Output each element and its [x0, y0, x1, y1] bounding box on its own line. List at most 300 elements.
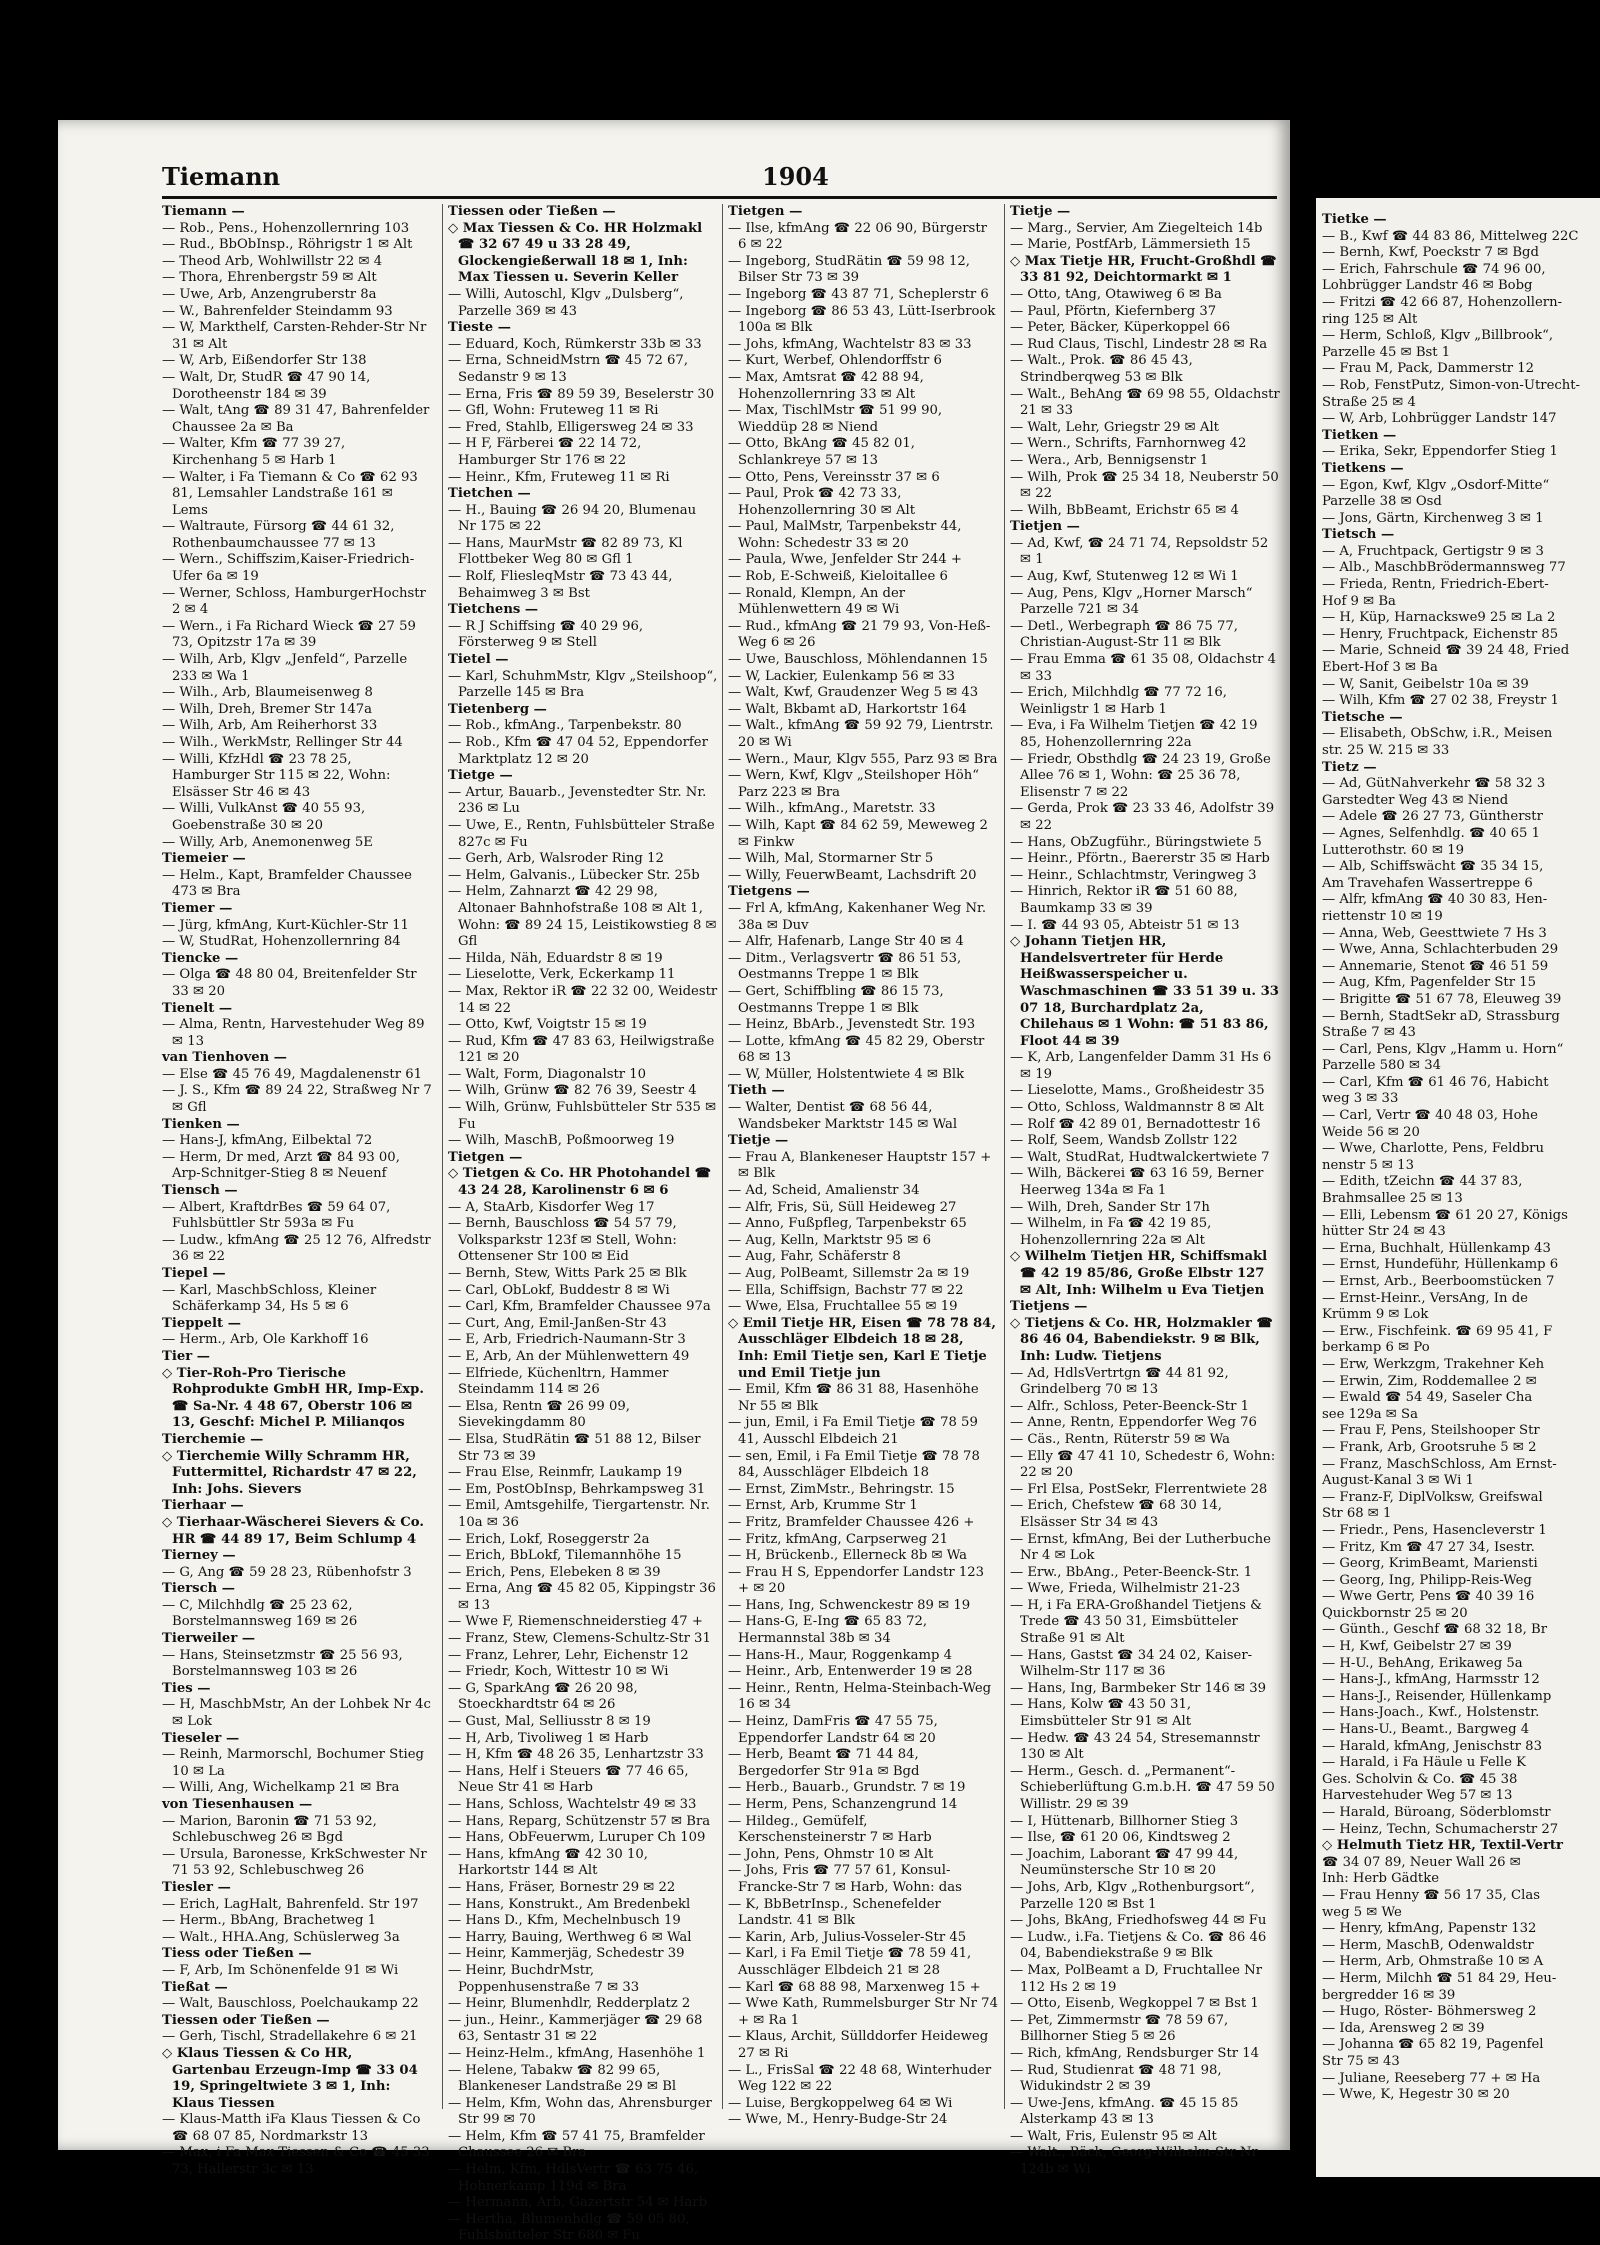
directory-entry: — Emil, Amtsgehilfe, Tiergartenstr. Nr. 10a ✉ 36: [448, 1498, 710, 1530]
directory-entry: Lohbrügger Landstr 46 ✉ Bobg: [1322, 278, 1533, 294]
directory-entry: — Erw., Fischfeink. ☎ 69 95 41, F: [1322, 1323, 1553, 1339]
directory-entry: — Paula, Wwe, Jenfelder Str 244 +: [728, 552, 962, 568]
surname-heading: Tiemer —: [162, 900, 233, 916]
directory-entry: str. 25 W. 215 ✉ 33: [1322, 743, 1450, 758]
directory-entry: — Anna, Web, Geesttwiete 7 Hs 3: [1322, 925, 1547, 941]
directory-entry: — W, Lackier, Eulenkamp 56 ✉ 33: [728, 668, 955, 684]
directory-entry: — Rud Claus, Tischl, Lindestr 28 ✉ Ra: [1010, 336, 1268, 352]
directory-entry: ring 125 ✉ Alt: [1322, 311, 1418, 327]
directory-entry: — Hans, Ing, Schwenckestr 89 ✉ 19: [728, 1597, 971, 1613]
directory-entry: — Ilse, kfmAng ☎ 22 06 90, Bürgerstr 6 ✉ 22: [728, 220, 987, 253]
directory-entry: — Otto, Eisenb, Wegkoppel 7 ✉ Bst 1: [1010, 1996, 1259, 2012]
directory-entry: — Cäs., Rentn, Rüterstr 59 ✉ Wa: [1010, 1431, 1230, 1447]
directory-entry: — Juliane, Reeseberg 77 + ✉ Ha: [1322, 2070, 1541, 2086]
firm-entry: ◇ Tietgen & Co. HR Photohandel ☎ 43 24 28, Karolinenstr 6 ✉ 6: [448, 1166, 712, 1199]
directory-entry: — Ernst, ZimMstr., Behringstr. 15: [728, 1481, 955, 1497]
directory-entry: — Rud, Studienrat ☎ 48 71 98, Widukindstr 2 ✉ 39: [1010, 2062, 1222, 2095]
directory-entry: Garstedter Weg 43 ✉ Niend: [1322, 792, 1509, 808]
directory-entry: — Rolf ☎ 42 89 01, Bernadottestr 16: [1010, 1116, 1261, 1132]
firm-entry: ◇ Max Tietje HR, Frucht-Großhdl ☎ 33 81 92, Deichtormarkt ✉ 1: [1010, 253, 1277, 286]
directory-entry: — Hans, Konstrukt., Am Bredenbekl: [448, 1896, 691, 1912]
directory-entry: — Rolf, FliesleqMstr ☎ 73 43 44, Behaimweg 3 ✉ Bst: [448, 569, 673, 601]
directory-page: [58, 120, 1290, 2244]
directory-entry: — Walt, Lehr, Griegstr 29 ✉ Alt: [1010, 419, 1219, 435]
surname-heading: Tiess oder Tießen —: [162, 1946, 312, 1962]
directory-entry: — Lieselotte, Verk, Eckerkamp 11: [448, 967, 676, 983]
surname-heading: Tietel —: [448, 652, 509, 668]
surname-heading: Tierney —: [162, 1548, 236, 1564]
directory-entry: — Erich, LagHalt, Bahrenfeld. Str 197: [162, 1896, 419, 1912]
directory-entry: — Erna, Buchhalt, Hüllenkamp 43: [1322, 1240, 1551, 1256]
directory-entry: — Helm, Galvanis., Lübecker Str. 25b: [448, 867, 700, 883]
directory-entry: — Erich, Pens, Elebeken 8 ✉ 39: [448, 1564, 661, 1580]
directory-entry: — Otto, Kwf, Voigtstr 15 ✉ 19: [448, 1017, 647, 1033]
directory-entry: — jun, Emil, i Fa Emil Tietje ☎ 78 59 41, Ausschl Elbdeich 21: [728, 1415, 978, 1447]
directory-entry: — K, BbBetrInsp., Schenefelder Landstr. 41 ✉ Blk: [728, 1896, 941, 1929]
directory-entry: — W, Sanit, Geibelstr 10a ✉ 39: [1322, 676, 1529, 692]
directory-entry: — Hans, Fräser, Bornestr 29 ✉ 22: [448, 1879, 676, 1895]
directory-entry: — F, Arb, Im Schönenfelde 91 ✉ Wi: [162, 1962, 399, 1978]
directory-entry: — Walt, Dr, StudR ☎ 47 90 14, Dorotheenstr 184 ✉ 39: [162, 369, 371, 402]
directory-entry: — Wera., Arb, Bennigsenstr 1: [1010, 452, 1209, 468]
directory-entry: — Wilh, Mal, Stormarner Str 5: [728, 851, 934, 867]
directory-entry: — Wwe, K, Hegestr 30 ✉ 20: [1322, 2087, 1510, 2103]
directory-entry: — Walt, Bkbamt aD, Harkortstr 164: [728, 701, 967, 717]
directory-entry: — Walt, Kwf, Graudenzer Weg 5 ✉ 43: [728, 685, 979, 701]
directory-entry: — Herm, Arb, Ohmstraße 10 ✉ A: [1322, 1954, 1544, 1970]
directory-entry: — Heinr., Kfm, Fruteweg 11 ✉ Ri: [448, 469, 670, 485]
directory-entry: — Alfr, Hafenarb, Lange Str 40 ✉ 4: [728, 934, 964, 950]
directory-entry: — Artur, Bauarb., Jevenstedter Str. Nr. 236 ✉ Lu: [448, 784, 707, 817]
directory-entry: — Lieselotte, Mams., Großheidestr 35: [1010, 1083, 1265, 1099]
directory-entry: August-Kanal 3 ✉ Wi 1: [1322, 1473, 1474, 1489]
directory-entry: — Wwe, Charlotte, Pens, Feldbru: [1322, 1141, 1544, 1157]
firm-entry: ◇ Tietjens & Co. HR, Holzmakler ☎ 86 46 04, Babendiekstr. 9 ✉ Blk, Inh: Ludw. Tietjens: [1010, 1315, 1273, 1364]
directory-entry: — Max, Rektor iR ☎ 22 32 00, Weidestr 14 ✉ 22: [448, 983, 718, 1016]
surname-heading: Tiemann —: [162, 204, 245, 219]
directory-entry: — Walt, Fris, Eulenstr 95 ✉ Alt: [1010, 2128, 1217, 2144]
directory-entry: — Wern., Schiffszim,Kaiser-Friedrich-Ufer 6a ✉ 19: [162, 552, 415, 585]
directory-entry: — Hans-G, E-Ing ☎ 65 83 72, Hermannstal 38b ✉ 34: [728, 1614, 928, 1647]
directory-entry: — Aug, Fahr, Schäferstr 8: [728, 1249, 901, 1265]
directory-entry: — Wilh, Grünw ☎ 82 76 39, Seestr 4: [448, 1083, 697, 1099]
directory-entry: — Gfl, Wohn: Fruteweg 11 ✉ Ri: [448, 403, 659, 419]
directory-entry: — Klaus-Matth iFa Klaus Tiessen & Co ☎ 68 07 85, Nordmarkstr 13: [162, 2112, 421, 2144]
directory-entry: — Carl, Vertr ☎ 40 48 03, Hohe: [1322, 1108, 1538, 1124]
directory-entry: — Wilhelm, in Fa ☎ 42 19 85, Hohenzollernring 22a ✉ Alt: [1010, 1216, 1212, 1248]
directory-entry: — Wwe, Elsa, Fruchtallee 55 ✉ 19: [728, 1299, 958, 1315]
directory-entry: — Ad, GütNahverkehr ☎ 58 32 3: [1322, 776, 1546, 792]
directory-entry: — Herb., Bauarb., Grundstr. 7 ✉ 19: [728, 1780, 966, 1796]
directory-entry: — Harald, Büroang, Söderblomstr: [1322, 1805, 1551, 1820]
surname-heading: Tienelt —: [162, 1000, 233, 1016]
directory-entry: — Egon, Kwf, Klgv „Osdorf-Mitte“: [1322, 477, 1550, 493]
directory-entry: — Theod Arb, Wohlwillstr 22 ✉ 4: [162, 253, 383, 269]
firm-entry: ◇ Johann Tietjen HR, Handelsvertreter für Herde Heißwasserspeicher u. Waschmaschinen ☎ 33 51 39 u. 33 07 18, Burchardplatz 2a, Chilehaus ✉ 1 Wohn: ☎ 51 83 86, Floot 44 ✉ 39: [1010, 934, 1279, 1049]
directory-entry: — Peter, Bäcker, Küperkoppel 66: [1010, 320, 1231, 336]
firm-entry: ◇ Emil Tietje HR, Eisen ☎ 78 78 84, Ausschläger Elbdeich 18 ✉ 28, Inh: Emil Tietje sen, Karl E Tietje und Emil Tietje jun: [728, 1315, 996, 1381]
directory-entry: — Johanna ☎ 65 82 19, Pagenfel: [1322, 2037, 1544, 2053]
directory-entry: — Rich, kfmAng, Rendsburger Str 14: [1010, 2045, 1260, 2061]
column-2: [448, 204, 718, 2244]
directory-entry: — Ingeborg ☎ 43 87 71, Scheplerstr 6: [728, 286, 989, 302]
surname-heading: Tietz —: [1322, 759, 1377, 775]
directory-entry: — Reinh, Marmorschl, Bochumer Stieg 10 ✉ La: [162, 1747, 424, 1779]
surname-heading: Tiessen oder Tießen —: [448, 204, 616, 219]
directory-entry: Straße 7 ✉ 43: [1322, 1025, 1416, 1041]
directory-entry: nenstr 5 ✉ 13: [1322, 1157, 1414, 1173]
directory-entry: — Uwe, E., Rentn, Fuhlsbütteler Straße 827c ✉ Fu: [448, 817, 715, 850]
directory-entry: hütter Str 24 ✉ 43: [1322, 1224, 1446, 1240]
directory-entry: — Frau Henny ☎ 56 17 35, Clas: [1322, 1887, 1540, 1903]
directory-entry: — Uwe-Jens, kfmAng. ☎ 45 15 85 Alsterkamp 43 ✉ 13: [1010, 2095, 1239, 2128]
directory-entry: — Helm., Kapt, Bramfelder Chaussee 473 ✉ Bra: [162, 867, 412, 900]
column-divider: [1004, 204, 1005, 2109]
directory-entry: — Annemarie, Stenot ☎ 46 51 59: [1322, 958, 1549, 974]
directory-entry: — Franz-F, DiplVolksw, Greifswal: [1322, 1489, 1543, 1505]
surname-heading: Tiesler —: [162, 1879, 231, 1895]
directory-entry: — R J Schiffsing ☎ 40 29 96, Försterweg 9 ✉ Stell: [448, 618, 644, 651]
directory-entry: — Albert, KraftdrBes ☎ 59 64 07, Fuhlsbüttler Str 593a ✉ Fu: [162, 1199, 391, 1232]
surname-heading: Tietenberg —: [448, 701, 547, 717]
directory-entry: — Wilh, Dreh, Bremer Str 147a: [162, 701, 373, 717]
column-divider: [442, 204, 443, 2109]
directory-entry: — Alma, Rentn, Harvestehuder Weg 89 ✉ 13: [162, 1017, 425, 1049]
directory-entry: — Gerh, Arb, Walsroder Ring 12: [448, 851, 664, 867]
directory-entry: — Harry, Bauing, Werthweg 6 ✉ Wal: [448, 1929, 692, 1945]
directory-entry: — Hermann, Arb, Gazertstr 54 ✉ Harb: [448, 2195, 708, 2211]
directory-entry: ☎ 34 07 89, Neuer Wall 26 ✉: [1322, 1854, 1521, 1870]
surname-heading: Tier —: [162, 1348, 210, 1364]
directory-entry: — Brigitte ☎ 51 67 78, Eleuweg 39: [1322, 991, 1562, 1007]
directory-entry: Lutterothstr. 60 ✉ 19: [1322, 842, 1464, 858]
directory-entry: — Detl., Werbegraph ☎ 86 75 77, Christian-August-Str 11 ✉ Blk: [1010, 618, 1238, 651]
directory-entry: — Fritz, Bramfelder Chaussee 426 +: [728, 1514, 975, 1530]
surname-heading: van Tienhoven —: [162, 1050, 287, 1066]
directory-entry: — H, Kfm ☎ 48 26 35, Lenhartzstr 33: [448, 1747, 704, 1763]
firm-entry: ◇ Wilhelm Tietjen HR, Schiffsmakl ☎ 42 19 85/86, Große Elbstr 127 ✉ Alt, Inh: Wilhelm u Eva Tietjen: [1010, 1249, 1268, 1298]
directory-entry: bergredder 16 ✉ 39: [1322, 1987, 1456, 2003]
surname-heading: Tierweiler —: [162, 1631, 256, 1647]
directory-entry: — Paul, Pförtn, Kiefernberg 37: [1010, 303, 1217, 319]
surname-heading: Tießat —: [162, 1979, 228, 1995]
directory-entry: — Hildeg., Gemüfelf, Kerschensteinerstr 7 ✉ Harb: [728, 1813, 932, 1846]
directory-entry: — Johs, kfmAng, Wachtelstr 83 ✉ 33: [728, 336, 972, 352]
directory-entry: — Walter, i Fa Tiemann & Co ☎ 62 93 81, Lemsahler Landstraße 161 ✉ Lems: [162, 469, 418, 518]
directory-entry: — Frau Else, Reinmfr, Laukamp 19: [448, 1465, 683, 1481]
surname-heading: Tiessen oder Tießen —: [162, 2012, 330, 2028]
directory-entry: — Herm, Schloß, Klgv „Billbrook“,: [1322, 328, 1554, 344]
surname-heading: Tiensch —: [162, 1183, 238, 1199]
column-3: [728, 204, 998, 2128]
directory-entry: — Herb, Beamt ☎ 71 44 84, Bergedorfer Str 91a ✉ Bgd: [728, 1747, 920, 1779]
directory-entry: — W, Arb, Eißendorfer Str 138: [162, 353, 367, 369]
directory-entry: — Hans, Kolw ☎ 43 50 31, Eimsbütteler Str 91 ✉ Alt: [1010, 1697, 1192, 1730]
directory-entry: — Otto, Schloss, Waldmannstr 8 ✉ Alt: [1010, 1100, 1264, 1116]
directory-entry: — Elsa, Rentn ☎ 26 99 09, Sievekingdamm 80: [448, 1398, 630, 1431]
directory-entry: — Klaus, Archit, Süllddorfer Heideweg 27 ✉ Ri: [728, 2029, 989, 2061]
directory-entry: — Bernh, Stew, Witts Park 25 ✉ Blk: [448, 1266, 687, 1281]
directory-entry: — Hilda, Näh, Eduardstr 8 ✉ 19: [448, 950, 663, 966]
directory-entry: weg 3 ✉ 33: [1322, 1091, 1399, 1107]
directory-entry: — Heinr, Blumenhdlr, Redderplatz 2: [448, 1996, 691, 2012]
surname-heading: Tietke —: [1322, 212, 1387, 227]
directory-entry: — Elisabeth, ObSchw, i.R., Meisen: [1322, 726, 1553, 742]
directory-entry: — Ad, Scheid, Amalienstr 34: [728, 1183, 920, 1199]
directory-entry: — Johs, Arb, Klgv „Rothenburgsort“, Parzelle 120 ✉ Bst 1: [1010, 1879, 1255, 1912]
directory-entry: — Herm, Milchh ☎ 51 84 29, Heu-: [1322, 1970, 1557, 1986]
directory-entry: Parzelle 580 ✉ 34: [1322, 1058, 1442, 1074]
surname-heading: Tietgen —: [728, 204, 803, 219]
directory-entry: — Herm., Arb, Ole Karkhoff 16: [162, 1332, 369, 1348]
directory-entry: — Franz, MaschSchloss, Am Ernst-: [1322, 1456, 1557, 1472]
directory-entry: — Lotte, kfmAng ☎ 45 82 29, Oberstr 68 ✉ 13: [728, 1033, 985, 1066]
directory-entry: — Frau F, Pens, Steilshooper Str: [1322, 1423, 1540, 1439]
directory-entry: — A, StaArb, Kisdorfer Weg 17: [448, 1199, 655, 1215]
directory-entry: — Wwe, M., Henry-Budge-Str 24: [728, 2112, 948, 2128]
directory-entry: — Carl, ObLokf, Buddestr 8 ✉ Wi: [448, 1282, 670, 1298]
directory-entry: — Erna, Fris ☎ 89 59 39, Beselerstr 30: [448, 386, 715, 402]
directory-entry: — Günth., Geschf ☎ 68 32 18, Br: [1322, 1622, 1548, 1638]
directory-entry: — Karin, Arb, Julius-Vosseler-Str 45: [728, 1929, 967, 1945]
directory-entry: Straße 25 ✉ 4: [1322, 394, 1416, 410]
directory-entry: — Erich, Chefstew ☎ 68 30 14, Elsässer Str 34 ✉ 43: [1010, 1498, 1222, 1530]
directory-entry: — Erna, Ang ☎ 45 82 05, Kippingstr 36 ✉ 13: [448, 1581, 716, 1613]
directory-entry: — Walt., Bäck, Georg-Wilhelm-Str Nr 124b ✉ Wi: [1010, 2145, 1258, 2178]
directory-entry: — Paul, Prok ☎ 42 73 33, Hohenzollernring 30 ✉ Alt: [728, 486, 916, 518]
surname-heading: Tiemeier —: [162, 851, 246, 867]
directory-entry: — Karl ☎ 68 88 98, Marxenweg 15 +: [728, 1979, 981, 1995]
directory-entry: — H, Arb, Tivoliweg 1 ✉ Harb: [448, 1730, 649, 1746]
directory-entry: — Wern., Schrifts, Farnhornweg 42: [1010, 436, 1247, 452]
directory-entry: — Ludw., kfmAng ☎ 25 12 76, Alfredstr 36 ✉ 22: [162, 1232, 431, 1265]
directory-entry: — Fritz, Km ☎ 47 27 34, Isestr.: [1322, 1539, 1535, 1555]
directory-entry: — Eva, i Fa Wilhelm Tietjen ☎ 42 19 85, Hohenzollernring 22a: [1010, 718, 1258, 750]
directory-entry: Harvestehuder Weg 57 ✉ 13: [1322, 1788, 1513, 1804]
directory-entry: — H, MaschbMstr, An der Lohbek Nr 4c ✉ Lok: [162, 1697, 431, 1730]
surname-heading: Tietje —: [728, 1133, 789, 1149]
directory-entry: — Wilh, Bäckerei ☎ 63 16 59, Berner Heerweg 134a ✉ Fa 1: [1010, 1166, 1264, 1199]
directory-entry: — H, i Fa ERA-Großhandel Tietjens & Trede ☎ 43 50 31, Eimsbütteler Straße 91 ✉ Alt: [1010, 1597, 1262, 1647]
directory-entry: — Wwe, Anna, Schlachterbuden 29: [1322, 942, 1559, 958]
directory-entry: — Karl, SchuhmMstr, Klgv „Steilshoop“, Parzelle 145 ✉ Bra: [448, 668, 718, 701]
directory-entry: — Em, PostObInsp, Behrkampsweg 31: [448, 1481, 706, 1497]
directory-entry: — Edith, tZeichn ☎ 44 37 83,: [1322, 1174, 1523, 1190]
directory-entry: — Rud, Kfm ☎ 47 83 63, Heilwigstraße 121 ✉ 20: [448, 1033, 715, 1066]
directory-entry: — Hans, Ing, Barmbeker Str 146 ✉ 39: [1010, 1680, 1267, 1696]
directory-entry: — Hans, ObZugführ., Büringstwiete 5: [1010, 834, 1262, 850]
directory-entry: — John, Pens, Ohmstr 10 ✉ Alt: [728, 1846, 934, 1862]
directory-entry: Ebert-Hof 3 ✉ Ba: [1322, 660, 1438, 676]
directory-entry: — Heinz-Helm., kfmAng, Hasenhöhe 1: [448, 2045, 706, 2061]
directory-entry: — W, StudRat, Hohenzollernring 84: [162, 934, 401, 950]
firm-entry: ◇ Helmuth Tietz HR, Textil-Vertr: [1322, 1838, 1563, 1854]
directory-entry: — Frieda, Rentn, Friedrich-Ebert-: [1322, 577, 1549, 593]
directory-entry: — J. S., Kfm ☎ 89 24 22, Straßweg Nr 7 ✉ Gfl: [162, 1083, 432, 1116]
directory-entry: — Rud., kfmAng ☎ 21 79 93, Von-Heß-Weg 6 ✉ 26: [728, 618, 991, 651]
directory-entry: — Aug, PolBeamt, Sillemstr 2a ✉ 19: [728, 1266, 970, 1281]
surname-heading: Tietsche —: [1322, 709, 1403, 725]
directory-entry: — Kurt, Werbef, Ohlendorffstr 6: [728, 353, 942, 369]
directory-entry: — jun., Heinr., Kammerjäger ☎ 29 68 63, Sentastr 31 ✉ 22: [448, 2012, 703, 2045]
directory-entry: — Willy, Arb, Anemonenweg 5E: [162, 834, 373, 850]
directory-entry: — Ronald, Klempn, An der Mühlenwettern 49 ✉ Wi: [728, 585, 906, 618]
directory-entry: — I, Hüttenarb, Billhorner Stieg 3: [1010, 1813, 1239, 1829]
directory-entry: — Frl Elsa, PostSekr, Flerrentwiete 28: [1010, 1481, 1268, 1497]
directory-entry: — Willi, KfzHdl ☎ 23 78 25, Hamburger Str 115 ✉ 22, Wohn: Elsässer Str 46 ✉ 43: [162, 751, 391, 800]
surname-heading: Tierchemie —: [162, 1431, 264, 1447]
directory-entry: — Walt., HHA.Ang, Schüslerweg 3a: [162, 1929, 400, 1945]
surname-heading: Tierhaar —: [162, 1498, 244, 1514]
directory-entry: — Bernh, Kwf, Poeckstr 7 ✉ Bgd: [1322, 245, 1539, 261]
directory-entry: — Herm, MaschB, Odenwaldstr: [1322, 1937, 1534, 1953]
directory-entry: — Herm., BbAng, Brachetweg 1: [162, 1913, 377, 1929]
directory-entry: — Fred, Stahlb, Elligersweg 24 ✉ 33: [448, 419, 694, 435]
surname-heading: Tietjens —: [1010, 1299, 1088, 1315]
surname-heading: Tietge —: [448, 768, 513, 784]
directory-entry: — Bernh, Bauschloss ☎ 54 57 79, Volksparkstr 123f ✉ Stell, Wohn: Ottensener Str 100 ✉ Eid: [448, 1216, 677, 1265]
directory-entry: — Harald, i Fa Häule u Felle K: [1322, 1755, 1526, 1771]
directory-entry: — Ernst, Hundeführ, Hüllenkamp 6: [1322, 1257, 1559, 1273]
directory-entry: — Marion, Baronin ☎ 71 53 92, Schlebuschweg 26 ✉ Bgd: [162, 1813, 377, 1846]
directory-entry: — Wilh, Kfm ☎ 27 02 38, Freystr 1: [1322, 693, 1559, 709]
directory-entry: — Alb., MaschbBrödermannsweg 77: [1322, 560, 1566, 576]
directory-entry: — Hans, Schloss, Wachtelstr 49 ✉ 33: [448, 1797, 697, 1812]
directory-entry: — Wilh, MaschB, Poßmoorweg 19: [448, 1133, 675, 1149]
directory-entry: — W, Arb, Lohbrügger Landstr 147: [1322, 411, 1557, 427]
directory-entry: — G, Ang ☎ 59 28 23, Rübenhofstr 3: [162, 1564, 412, 1580]
directory-entry: — Frank, Arb, Grootsruhe 5 ✉ 2: [1322, 1439, 1537, 1455]
directory-entry: — Herm., Gesch. d. „Permanent“-Schieberlüftung G.m.b.H. ☎ 47 59 50 Willistr. 29 ✉ 39: [1010, 1763, 1275, 1812]
directory-entry: weg 5 ✉ We: [1322, 1904, 1402, 1920]
directory-entry: — Karl, MaschbSchloss, Kleiner Schäferkamp 34, Hs 5 ✉ 6: [162, 1282, 377, 1315]
directory-entry: — Willi, Ang, Wichelkamp 21 ✉ Bra: [162, 1780, 400, 1796]
column-1: [162, 204, 432, 2178]
directory-entry: — Luise, Bergkoppelweg 64 ✉ Wi: [728, 2095, 953, 2111]
directory-entry: — Ewald ☎ 54 49, Saseler Cha: [1322, 1390, 1533, 1406]
surname-heading: Tieseler —: [162, 1730, 240, 1746]
directory-entry: — Wilh., Arb, Blaumeisenweg 8: [162, 685, 373, 701]
directory-entry: — Wilh, Dreh, Sander Str 17h: [1010, 1199, 1210, 1215]
directory-entry: — H, Küp, Harnackswe9 25 ✉ La 2: [1322, 610, 1556, 626]
directory-entry: — Ernst, Arb, Krumme Str 1: [728, 1498, 918, 1514]
directory-entry: — Ida, Arensweg 2 ✉ 39: [1322, 2020, 1485, 2036]
directory-entry: — Curt, Ang, Emil-Janßen-Str 43: [448, 1315, 667, 1331]
firm-entry: ◇ Tierhaar-Wäscherei Sievers & Co. HR ☎ 44 89 17, Beim Schlump 4: [162, 1514, 424, 1547]
directory-entry: — Henry, Fruchtpack, Eichenstr 85: [1322, 626, 1559, 642]
surname-heading: Tiencke —: [162, 950, 239, 966]
directory-entry: — Hans-J., kfmAng, Harmsstr 12: [1322, 1672, 1540, 1688]
directory-entry: berkamp 6 ✉ Po: [1322, 1340, 1430, 1356]
directory-entry: Quickbornstr 25 ✉ 20: [1322, 1605, 1468, 1621]
directory-entry: — W, Müller, Holstentwiete 4 ✉ Blk: [728, 1066, 965, 1082]
directory-entry: — Frl A, kfmAng, Kakenhaner Weg Nr. 38a ✉ Duv: [728, 900, 987, 933]
directory-entry: Str 68 ✉ 1: [1322, 1506, 1392, 1522]
directory-entry: — Bernh, StadtSekr aD, Strassburg: [1322, 1008, 1560, 1024]
directory-entry: — Max, PolBeamt a D, Fruchtallee Nr 112 Hs 2 ✉ 19: [1010, 1962, 1263, 1995]
directory-entry: — Helene, Tabakw ☎ 82 99 65, Blankeneser Landstraße 29 ✉ Bl: [448, 2062, 677, 2095]
directory-entry: — Ella, Schiffsign, Bachstr 77 ✉ 22: [728, 1282, 964, 1298]
directory-entry: — Wern., Maur, Klgv 555, Parz 93 ✉ Bra: [728, 751, 998, 767]
directory-entry: — E, Arb, An der Mühlenwettern 49: [448, 1348, 690, 1364]
firm-entry: ◇ Klaus Tiessen & Co HR, Gartenbau Erzeugn-Imp ☎ 33 04 19, Springeltwiete 3 ✉ 1, Inh: Klaus Tiessen: [162, 2045, 418, 2111]
directory-entry: — Georg, Ing, Philipp-Reis-Weg: [1322, 1572, 1532, 1588]
directory-entry: — Uwe, Arb, Anzengruberstr 8a: [162, 286, 377, 302]
surname-heading: Tiersch —: [162, 1581, 235, 1597]
directory-entry: — Willi, VulkAnst ☎ 40 55 93, Goebenstraße 30 ✉ 20: [162, 801, 366, 833]
directory-entry: — Willy, FeuerwBeamt, Lachsdrift 20: [728, 867, 977, 883]
surname-heading: Ties —: [162, 1680, 211, 1696]
directory-entry: — Emil, Kfm ☎ 86 31 88, Hasenhöhe Nr 55 ✉ Blk: [728, 1382, 979, 1414]
directory-entry: — Georg, KrimBeamt, Mariensti: [1322, 1556, 1538, 1572]
directory-entry: — Gerda, Prok ☎ 23 33 46, Adolfstr 39 ✉ 22: [1010, 801, 1275, 833]
directory-entry: — Ludw., i.Fa. Tietjens & Co. ☎ 86 46 04, Babendiekstraße 9 ✉ Blk: [1010, 1929, 1267, 1962]
directory-entry: — Erich, BbLokf, Tilemannhöhe 15: [448, 1548, 682, 1564]
directory-entry: — Paul, MalMstr, Tarpenbekstr 44, Wohn: Schedestr 33 ✉ 20: [728, 519, 962, 551]
directory-entry: — A, Fruchtpack, Gertigstr 9 ✉ 3: [1322, 543, 1544, 559]
directory-entry: — Alb, Schiffswächt ☎ 35 34 15,: [1322, 859, 1544, 875]
directory-entry: — Otto, Pens, Vereinsstr 37 ✉ 6: [728, 469, 940, 485]
directory-entry: — Hedw. ☎ 43 24 54, Stresemannstr 130 ✉ Alt: [1010, 1730, 1260, 1763]
firm-entry: ◇ Max Tiessen & Co. HR Holzmakl ☎ 32 67 49 u 33 28 49, Glockengießerwall 18 ✉ 1, Inh: Max Tiessen u. Severin Keller: [448, 220, 703, 286]
directory-entry: — Helm, Kfm, HdlsVertr ☎ 63 75 46, Hohnerkamp 119d ✉ Bra: [448, 2162, 699, 2194]
directory-entry: — Max, Amtsrat ☎ 42 88 94, Hohenzollernring 33 ✉ Alt: [728, 369, 924, 402]
directory-entry: — H F, Färberei ☎ 22 14 72, Hamburger Str 176 ✉ 22: [448, 436, 642, 468]
directory-entry: Hof 9 ✉ Ba: [1322, 593, 1396, 609]
surname-heading: Tietken —: [1322, 427, 1397, 443]
directory-entry: — Otto, tAng, Otawiweg 6 ✉ Ba: [1010, 286, 1222, 302]
directory-entry: — Wwe Gertr, Pens ☎ 40 39 16: [1322, 1589, 1535, 1605]
directory-entry: — Otto, BkAng ☎ 45 82 01, Schlankreye 57 ✉ 13: [728, 436, 915, 468]
directory-entry: — Uwe, Bauschloss, Möhlendannen 15: [728, 652, 988, 668]
directory-entry: — Hans, Helf i Steuers ☎ 77 46 65, Neue Str 41 ✉ Harb: [448, 1763, 689, 1796]
surname-heading: Tietchens —: [448, 602, 539, 618]
directory-entry: — Ernst, kfmAng, Bei der Lutherbuche Nr 4 ✉ Lok: [1010, 1531, 1271, 1564]
directory-entry: — Ingeborg ☎ 86 53 43, Lütt-Iserbrook 100a ✉ Blk: [728, 303, 996, 336]
page-header: [162, 162, 1277, 194]
directory-entry: — Hans D., Kfm, Mechelnbusch 19: [448, 1913, 681, 1929]
directory-entry: — Hans-H., Maur, Roggenkamp 4: [728, 1647, 953, 1663]
surname-heading: Tienken —: [162, 1116, 240, 1132]
directory-entry: — Walt, tAng ☎ 89 31 47, Bahrenfelder Chaussee 2a ✉ Ba: [162, 403, 430, 435]
directory-entry: Parzelle 38 ✉ Osd: [1322, 494, 1442, 510]
directory-entry: — Marg., Servier, Am Ziegelteich 14b: [1010, 220, 1263, 236]
directory-entry: — Pet, Zimmermstr ☎ 78 59 67, Billhorner Stieg 5 ✉ 26: [1010, 2012, 1229, 2045]
directory-entry: — Walt., kfmAng ☎ 59 92 79, Lientrstr. 20 ✉ Wi: [728, 718, 994, 750]
directory-entry: — Johs, BkAng, Friedhofsweg 44 ✉ Fu: [1010, 1913, 1267, 1929]
next-page-fragment: [1316, 198, 1600, 2177]
column-4: [1010, 204, 1280, 2178]
directory-entry: — Friedr, Koch, Wittestr 10 ✉ Wi: [448, 1664, 669, 1680]
directory-entry: — Wilh, BbBeamt, Erichstr 65 ✉ 4: [1010, 502, 1239, 518]
directory-entry: — Hugo, Röster- Böhmersweg 2: [1322, 2004, 1537, 2020]
directory-entry: — H, Brückenb., Ellerneck 8b ✉ Wa: [728, 1548, 968, 1564]
directory-entry: — Carl, Kfm, Bramfelder Chaussee 97a: [448, 1299, 711, 1315]
surname-heading: Tietgen —: [448, 1149, 523, 1165]
directory-entry: — Walt., Prok. ☎ 86 45 43, Strindberqweg 53 ✉ Blk: [1010, 353, 1193, 385]
directory-entry: — Erwin, Zim, Roddemallee 2 ✉: [1322, 1373, 1537, 1389]
directory-entry: — Friedr., Pens, Hasencleverstr 1: [1322, 1522, 1547, 1538]
directory-entry: — Frau A, Blankeneser Hauptstr 157 + ✉ Blk: [728, 1149, 992, 1182]
directory-entry: — Wwe F, Riemenschneiderstieg 47 +: [448, 1614, 703, 1630]
directory-entry: — Walter, Kfm ☎ 77 39 27, Kirchenhang 5 ✉ Harb 1: [162, 436, 346, 468]
directory-entry: — Hans, Reparg, Schützenstr 57 ✉ Bra: [448, 1813, 711, 1829]
directory-entry: — Hans-Joach., Kwf., Holstenstr.: [1322, 1705, 1540, 1721]
directory-entry: — Ad, HdlsVertrtgn ☎ 44 81 92, Grindelberg 70 ✉ 13: [1010, 1365, 1229, 1398]
directory-entry: — Ingeborg, StudRätin ☎ 59 98 12, Bilser Str 73 ✉ 39: [728, 253, 970, 286]
directory-entry: — Walter, Dentist ☎ 68 56 44, Wandsbeker Marktstr 145 ✉ Wal: [728, 1100, 958, 1132]
directory-entry: — Wern., i Fa Richard Wieck ☎ 27 59 73, Opitzstr 17a ✉ 39: [162, 618, 416, 651]
